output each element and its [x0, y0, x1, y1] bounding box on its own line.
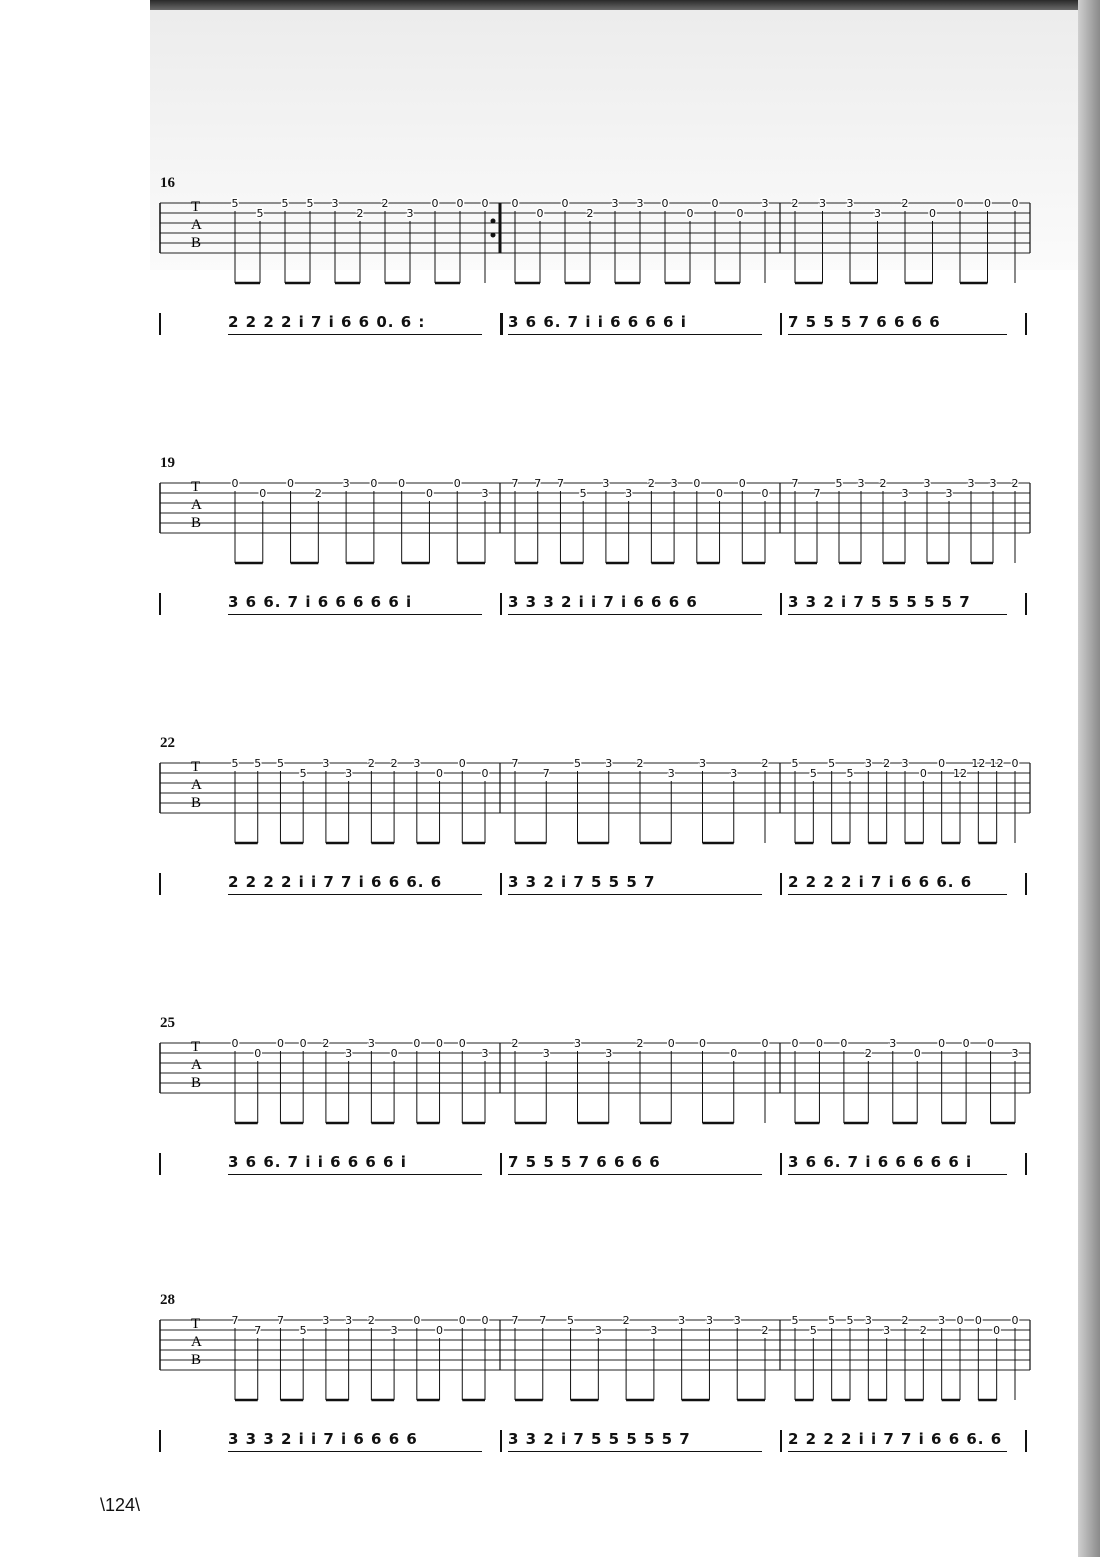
tab-clef-letter: B — [191, 1075, 202, 1091]
tab-staff — [155, 469, 1040, 584]
tab-fret-number: 2 — [511, 1037, 519, 1050]
tab-fret-number: 3 — [594, 1324, 602, 1337]
jianpu-measure: 3 3 3 2 i i 7 i 6 6 6 6 — [508, 593, 698, 611]
tab-fret-number: 2 — [919, 1324, 927, 1337]
tab-fret-number: 5 — [299, 767, 307, 780]
tab-fret-number: 7 — [254, 1324, 262, 1337]
jianpu-barline — [780, 873, 782, 895]
jianpu-barline — [159, 1430, 161, 1452]
jianpu-barline — [780, 593, 782, 615]
jianpu-measure: 3 6 6. 7 i 6 6 6 6 6 i — [228, 593, 413, 611]
page-number: \124\ — [100, 1495, 141, 1515]
tab-fret-number: 3 — [699, 757, 706, 770]
page-right-edge-shadow — [1078, 0, 1100, 1557]
jianpu-underline — [508, 334, 762, 335]
jianpu-measure: 3 3 2 i 7 5 5 5 5 5 7 — [788, 593, 971, 611]
jianpu-measure: 3 3 3 2 i i 7 i 6 6 6 6 — [228, 1430, 418, 1448]
jianpu-underline — [788, 1174, 1007, 1175]
tab-fret-number: 2 — [586, 207, 594, 220]
tab-fret-number: 5 — [828, 757, 836, 770]
tab-fret-number: 2 — [381, 197, 389, 210]
tab-fret-number: 5 — [828, 1314, 836, 1327]
jianpu-measure: 3 6 6. 7 i i 6 6 6 6 i — [228, 1153, 407, 1171]
jianpu-line — [155, 1428, 1035, 1460]
tab-fret-number: 3 — [605, 757, 613, 770]
tab-fret-number: 5 — [231, 757, 239, 770]
score-system — [155, 1292, 1035, 1512]
tab-staff — [155, 189, 1040, 304]
tab-fret-number: 5 — [846, 767, 854, 780]
tab-fret-number: 12 — [953, 767, 967, 780]
measure-number: 25 — [160, 1015, 175, 1031]
tab-fret-number: 3 — [322, 1314, 330, 1327]
tab-fret-number: 0 — [661, 197, 669, 210]
measure-number: 22 — [160, 735, 175, 751]
tab-fret-number: 0 — [413, 1037, 421, 1050]
tab-fret-number: 7 — [511, 477, 519, 490]
tab-clef-letter: T — [191, 479, 201, 495]
tab-fret-number: 3 — [864, 757, 872, 770]
tab-fret-number: 7 — [231, 1314, 239, 1327]
tab-fret-number: 2 — [356, 207, 364, 220]
tab-fret-number: 0 — [1011, 757, 1019, 770]
jianpu-line — [155, 591, 1035, 623]
jianpu-measure: 2 2 2 2 i i 7 7 i 6 6 6. 6 — [788, 1430, 1003, 1448]
jianpu-line — [155, 1151, 1035, 1183]
tab-fret-number: 0 — [929, 207, 936, 220]
jianpu-barline — [1025, 1153, 1027, 1175]
tab-fret-number: 3 — [730, 767, 738, 780]
tab-fret-number: 0 — [481, 1314, 489, 1327]
tab-fret-number: 0 — [254, 1047, 262, 1060]
tab-clef-letter: A — [191, 777, 202, 793]
tab-fret-number: 7 — [791, 477, 799, 490]
tab-fret-number: 2 — [1011, 477, 1019, 490]
tab-fret-number: 3 — [413, 757, 421, 770]
tab-fret-number: 3 — [625, 487, 633, 500]
tab-fret-number: 7 — [556, 477, 564, 490]
tab-fret-number: 0 — [276, 1037, 284, 1050]
tab-staff — [155, 749, 1040, 864]
tab-fret-number: 2 — [322, 1037, 330, 1050]
tab-fret-number: 0 — [1011, 1314, 1019, 1327]
tab-clef-letter: B — [191, 515, 202, 531]
jianpu-measure: 7 5 5 5 7 6 6 6 6 — [788, 313, 941, 331]
jianpu-underline — [788, 334, 1007, 335]
tab-fret-number: 3 — [889, 1037, 897, 1050]
tab-fret-number: 2 — [636, 757, 644, 770]
tab-fret-number: 0 — [536, 207, 544, 220]
jianpu-barline — [500, 1430, 502, 1452]
tab-fret-number: 5 — [579, 487, 587, 500]
tab-fret-number: 2 — [883, 757, 891, 770]
tab-fret-number: 2 — [901, 1314, 909, 1327]
tab-fret-number: 0 — [425, 487, 433, 500]
tab-fret-number: 7 — [539, 1314, 547, 1327]
tab-fret-number: 0 — [413, 1314, 421, 1327]
jianpu-barline — [780, 313, 782, 335]
tab-fret-number: 3 — [602, 477, 610, 490]
tab-fret-number: 3 — [650, 1324, 658, 1337]
tab-fret-number: 0 — [938, 1037, 946, 1050]
tab-clef-letter: B — [191, 795, 202, 811]
tab-staff — [155, 1029, 1040, 1144]
tab-fret-number: 3 — [481, 487, 489, 500]
tab-clef-letter: T — [191, 1039, 201, 1055]
tab-fret-number: 0 — [458, 757, 466, 770]
tab-fret-number: 3 — [874, 207, 881, 220]
tab-fret-number: 0 — [436, 1324, 444, 1337]
tab-fret-number: 2 — [864, 1047, 872, 1060]
jianpu-barline — [500, 873, 502, 895]
jianpu-measure: 3 3 2 i 7 5 5 5 7 — [508, 873, 656, 891]
jianpu-measure: 3 3 2 i 7 5 5 5 5 5 7 — [508, 1430, 691, 1448]
jianpu-barline — [780, 1153, 782, 1175]
tab-fret-number: 0 — [699, 1037, 706, 1050]
measure-number: 28 — [160, 1292, 175, 1308]
tab-fret-number: 0 — [919, 767, 927, 780]
tab-fret-number: 0 — [938, 757, 946, 770]
tab-fret-number: 7 — [542, 767, 550, 780]
tab-fret-number: 5 — [791, 757, 799, 770]
tab-fret-number: 3 — [705, 1314, 713, 1327]
jianpu-barline — [780, 1430, 782, 1452]
tab-fret-number: 7 — [511, 1314, 519, 1327]
tab-fret-number: 0 — [730, 1047, 738, 1060]
tab-fret-number: 0 — [738, 477, 746, 490]
tab-fret-number: 0 — [398, 477, 406, 490]
tab-fret-number: 5 — [306, 197, 314, 210]
jianpu-underline — [228, 894, 482, 895]
measure-number: 16 — [160, 175, 175, 191]
tab-fret-number: 0 — [791, 1037, 799, 1050]
jianpu-barline — [500, 313, 503, 335]
jianpu-measure: 7 5 5 5 7 6 6 6 6 — [508, 1153, 661, 1171]
tab-fret-number: 3 — [667, 767, 675, 780]
repeat-dot — [491, 233, 496, 238]
tab-fret-number: 3 — [345, 1047, 353, 1060]
tab-fret-number: 2 — [901, 197, 909, 210]
tab-fret-number: 3 — [819, 197, 826, 210]
tab-fret-number: 0 — [987, 1037, 995, 1050]
tab-fret-number: 0 — [561, 197, 569, 210]
tab-fret-number: 0 — [840, 1037, 848, 1050]
repeat-dot — [491, 219, 496, 224]
tab-fret-number: 0 — [259, 487, 267, 500]
jianpu-barline — [500, 593, 502, 615]
tab-fret-number: 0 — [716, 487, 724, 500]
tab-fret-number: 3 — [846, 197, 854, 210]
jianpu-barline — [500, 1153, 502, 1175]
tab-clef-letter: B — [191, 1352, 202, 1368]
tab-clef-letter: A — [191, 1334, 202, 1350]
tab-clef-letter: T — [191, 1316, 201, 1332]
tab-fret-number: 0 — [231, 1037, 239, 1050]
tab-fret-number: 5 — [231, 197, 239, 210]
tab-fret-number: 0 — [390, 1047, 398, 1060]
tab-fret-number: 0 — [511, 197, 519, 210]
tab-fret-number: 2 — [761, 1324, 769, 1337]
tab-fret-number: 0 — [458, 1314, 466, 1327]
tab-fret-number: 2 — [636, 1037, 644, 1050]
tab-fret-number: 2 — [367, 757, 375, 770]
tab-fret-number: 3 — [670, 477, 678, 490]
tab-fret-number: 0 — [456, 197, 464, 210]
tab-fret-number: 0 — [956, 197, 964, 210]
tab-fret-number: 3 — [390, 1324, 398, 1337]
jianpu-barline — [1025, 1430, 1027, 1452]
tab-fret-number: 2 — [622, 1314, 630, 1327]
tab-fret-number: 3 — [901, 757, 909, 770]
score-system — [155, 455, 1035, 675]
jianpu-barline — [159, 313, 161, 335]
tab-fret-number: 5 — [567, 1314, 575, 1327]
tab-fret-number: 0 — [287, 477, 295, 490]
jianpu-barline — [159, 1153, 161, 1175]
tab-fret-number: 0 — [299, 1037, 307, 1050]
tab-fret-number: 0 — [913, 1047, 921, 1060]
tab-fret-number: 5 — [809, 1324, 817, 1337]
jianpu-line — [155, 871, 1035, 903]
jianpu-barline — [1025, 873, 1027, 895]
page-top-edge — [150, 0, 1100, 10]
tab-fret-number: 0 — [436, 767, 444, 780]
tab-clef-letter: B — [191, 235, 202, 251]
jianpu-barline — [159, 873, 161, 895]
tab-fret-number: 2 — [390, 757, 398, 770]
tab-fret-number: 7 — [534, 477, 542, 490]
tab-fret-number: 5 — [835, 477, 843, 490]
tab-fret-number: 0 — [458, 1037, 466, 1050]
tab-fret-number: 3 — [967, 477, 975, 490]
tab-fret-number: 3 — [481, 1047, 489, 1060]
tab-fret-number: 0 — [667, 1037, 675, 1050]
tab-fret-number: 2 — [314, 487, 322, 500]
jianpu-underline — [228, 1451, 482, 1452]
jianpu-underline — [508, 1451, 762, 1452]
jianpu-measure: 2 2 2 2 i i 7 7 i 6 6 6. 6 — [228, 873, 443, 891]
jianpu-underline — [508, 1174, 762, 1175]
jianpu-underline — [788, 614, 1007, 615]
tab-fret-number: 0 — [815, 1037, 823, 1050]
tab-fret-number: 0 — [761, 487, 769, 500]
tab-fret-number: 2 — [367, 1314, 375, 1327]
tab-fret-number: 0 — [231, 477, 239, 490]
jianpu-underline — [228, 614, 482, 615]
tab-fret-number: 5 — [256, 207, 264, 220]
tab-fret-number: 3 — [938, 1314, 946, 1327]
tab-fret-number: 3 — [989, 477, 997, 490]
tab-fret-number: 12 — [971, 757, 986, 770]
tab-fret-number: 5 — [791, 1314, 799, 1327]
tab-fret-number: 5 — [809, 767, 817, 780]
tab-fret-number: 3 — [406, 207, 414, 220]
tab-fret-number: 2 — [761, 757, 769, 770]
tab-fret-number: 5 — [276, 757, 284, 770]
tab-fret-number: 3 — [733, 1314, 741, 1327]
tab-clef-letter: T — [191, 199, 201, 215]
score-system — [155, 735, 1035, 955]
jianpu-barline — [159, 593, 161, 615]
tab-fret-number: 0 — [481, 767, 489, 780]
tab-fret-number: 7 — [511, 757, 519, 770]
tab-fret-number: 0 — [453, 477, 461, 490]
tab-staff — [155, 1306, 1040, 1421]
tab-fret-number: 0 — [993, 1324, 1001, 1337]
jianpu-underline — [788, 894, 1007, 895]
tab-fret-number: 3 — [605, 1047, 613, 1060]
tab-fret-number: 3 — [678, 1314, 686, 1327]
tab-fret-number: 0 — [370, 477, 378, 490]
tab-fret-number: 3 — [864, 1314, 872, 1327]
tab-fret-number: 2 — [791, 197, 799, 210]
tab-fret-number: 0 — [436, 1037, 444, 1050]
tab-fret-number: 3 — [345, 1314, 353, 1327]
tab-fret-number: 3 — [883, 1324, 891, 1337]
measure-number: 19 — [160, 455, 175, 471]
tab-fret-number: 7 — [276, 1314, 284, 1327]
score-system — [155, 1015, 1035, 1235]
jianpu-barline — [1025, 313, 1027, 335]
tab-fret-number: 0 — [1011, 197, 1019, 210]
tab-fret-number: 7 — [813, 487, 821, 500]
tab-fret-number: 5 — [254, 757, 262, 770]
tab-fret-number: 5 — [299, 1324, 307, 1337]
tab-fret-number: 3 — [945, 487, 953, 500]
tab-fret-number: 3 — [636, 197, 644, 210]
tab-fret-number: 0 — [736, 207, 744, 220]
score-system — [155, 175, 1035, 395]
tab-fret-number: 2 — [647, 477, 655, 490]
tab-fret-number: 0 — [686, 207, 694, 220]
tab-fret-number: 3 — [901, 487, 909, 500]
jianpu-measure: 2 2 2 2 i 7 i 6 6 6. 6 — [788, 873, 973, 891]
tab-fret-number: 0 — [761, 1037, 769, 1050]
tab-fret-number: 3 — [574, 1037, 581, 1050]
tab-fret-number: 0 — [984, 197, 991, 210]
tab-fret-number: 0 — [711, 197, 719, 210]
jianpu-measure: 3 6 6. 7 i 6 6 6 6 6 i — [788, 1153, 973, 1171]
tab-fret-number: 3 — [1011, 1047, 1019, 1060]
jianpu-underline — [508, 894, 762, 895]
tab-fret-number: 0 — [956, 1314, 964, 1327]
tab-fret-number: 3 — [331, 197, 339, 210]
tab-fret-number: 0 — [431, 197, 439, 210]
tab-fret-number: 5 — [281, 197, 289, 210]
tab-fret-number: 12 — [989, 757, 1004, 770]
tab-fret-number: 3 — [611, 197, 619, 210]
tab-fret-number: 3 — [345, 767, 353, 780]
tab-fret-number: 3 — [322, 757, 330, 770]
tab-clef-letter: A — [191, 1057, 202, 1073]
tab-fret-number: 3 — [761, 197, 769, 210]
jianpu-underline — [228, 334, 482, 335]
tab-fret-number: 0 — [481, 197, 489, 210]
tab-clef-letter: A — [191, 497, 202, 513]
tab-fret-number: 0 — [974, 1314, 982, 1327]
tab-fret-number: 5 — [574, 757, 581, 770]
tab-fret-number: 3 — [367, 1037, 375, 1050]
jianpu-underline — [788, 1451, 1007, 1452]
tab-fret-number: 5 — [846, 1314, 854, 1327]
jianpu-underline — [508, 614, 762, 615]
tab-fret-number: 0 — [962, 1037, 970, 1050]
tab-clef-letter: T — [191, 759, 201, 775]
tab-fret-number: 3 — [542, 1047, 550, 1060]
tab-fret-number: 3 — [923, 477, 931, 490]
tab-fret-number: 2 — [879, 477, 887, 490]
jianpu-measure: 2 2 2 2 i 7 i 6 6 0. 6 : — [228, 313, 426, 331]
tab-fret-number: 0 — [693, 477, 701, 490]
tab-fret-number: 3 — [857, 477, 865, 490]
jianpu-measure: 3 6 6. 7 i i 6 6 6 6 i — [508, 313, 687, 331]
jianpu-underline — [228, 1174, 482, 1175]
jianpu-line — [155, 311, 1035, 343]
tab-clef-letter: A — [191, 217, 202, 233]
tab-fret-number: 3 — [342, 477, 350, 490]
jianpu-barline — [1025, 593, 1027, 615]
